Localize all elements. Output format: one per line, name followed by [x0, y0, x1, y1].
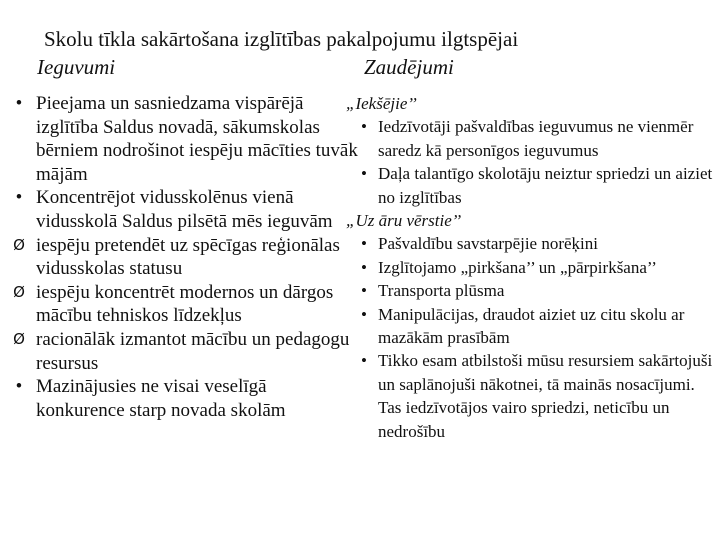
losses-item	[342, 349, 718, 443]
arrow-bullet-icon: Ø	[13, 282, 25, 301]
losses-item	[342, 256, 718, 279]
bullet-icon: •	[361, 257, 367, 277]
bullet-icon: •	[361, 164, 367, 184]
arrow-bullet-icon: Ø	[13, 329, 25, 348]
losses-item	[342, 303, 718, 350]
losses-item-text: Transporta plūsma	[378, 281, 505, 301]
losses-item	[342, 162, 718, 209]
losses-heading: Zaudējumi	[364, 55, 454, 79]
arrow-bullet-icon: Ø	[13, 235, 25, 254]
gains-item	[6, 281, 358, 328]
gains-item-text: racionālāk izmantot mācību un pedagogu resursus	[36, 328, 350, 374]
gains-item	[6, 234, 358, 281]
gains-list	[6, 92, 358, 422]
bullet-icon: •	[361, 281, 367, 301]
losses-item-text: Manipulācijas, draudot aiziet uz citu skolu ar mazākām prasībām	[378, 304, 685, 348]
bullet-icon: •	[361, 234, 367, 254]
bullet-icon: •	[361, 117, 367, 137]
gains-item	[6, 186, 358, 233]
gains-item-text: iespēju koncentrēt modernos un dārgos mācību tehniskos līdzekļus	[36, 281, 334, 327]
losses-item-text: Pašvaldību savstarpējie norēķini	[378, 234, 599, 254]
losses-item	[342, 279, 718, 302]
losses-item	[342, 115, 718, 162]
bullet-icon: •	[15, 187, 23, 209]
slide-title: Skolu tīkla sakārtošana izglītības pakalpojumu ilgtspējai	[44, 27, 519, 51]
gains-item-text: Mazinājusies ne visai veselīgā konkurence starp novada skolām	[36, 376, 286, 421]
bullet-icon: •	[361, 351, 367, 371]
losses-item-text: Tikko esam atbilstoši mūsu resursiem sakārtojuši un saplānojuši nākotnei, tā mainās nosacījumi. Tas iedzīvotājos vairo spriedzi, neticību un nedrošību	[378, 351, 713, 441]
losses-item-text: Izglītojamo „pirkšana’’ un „pārpirkšana’’	[378, 257, 657, 277]
internal-losses-heading: „Iekšējie’’	[346, 94, 417, 113]
gains-item-text: iespēju pretendēt uz spēcīgas reģionālas vidusskolas statusu	[36, 234, 340, 280]
gains-item	[6, 375, 358, 422]
bullet-icon: •	[361, 304, 367, 324]
losses-item-text: Iedzīvotāji pašvaldības ieguvumus ne vienmēr saredz kā personīgos ieguvumus	[378, 117, 694, 160]
external-losses-heading: „Uz āru vērstie’’	[346, 211, 462, 231]
gains-item	[6, 92, 358, 186]
bullet-icon: •	[15, 93, 23, 114]
losses-item-text: Daļa talantīgo skolotāju neiztur spriedzi un aiziet no izglītības	[378, 164, 713, 207]
gains-item	[6, 328, 358, 375]
losses-item	[342, 232, 718, 255]
gains-item-text: Pieejama un sasniedzama vispārējā izglītība Saldus novadā, sākumskolas bērniem nodrošinot iespēju mācīties tuvāk mājām	[36, 93, 358, 185]
gains-item-text: Koncentrējot vidusskolēnus vienā vidusskolā Saldus pilsētā mēs ieguvām	[36, 187, 333, 232]
gains-heading: Ieguvumi	[37, 55, 116, 79]
bullet-icon: •	[15, 376, 23, 398]
losses-list	[342, 92, 718, 443]
